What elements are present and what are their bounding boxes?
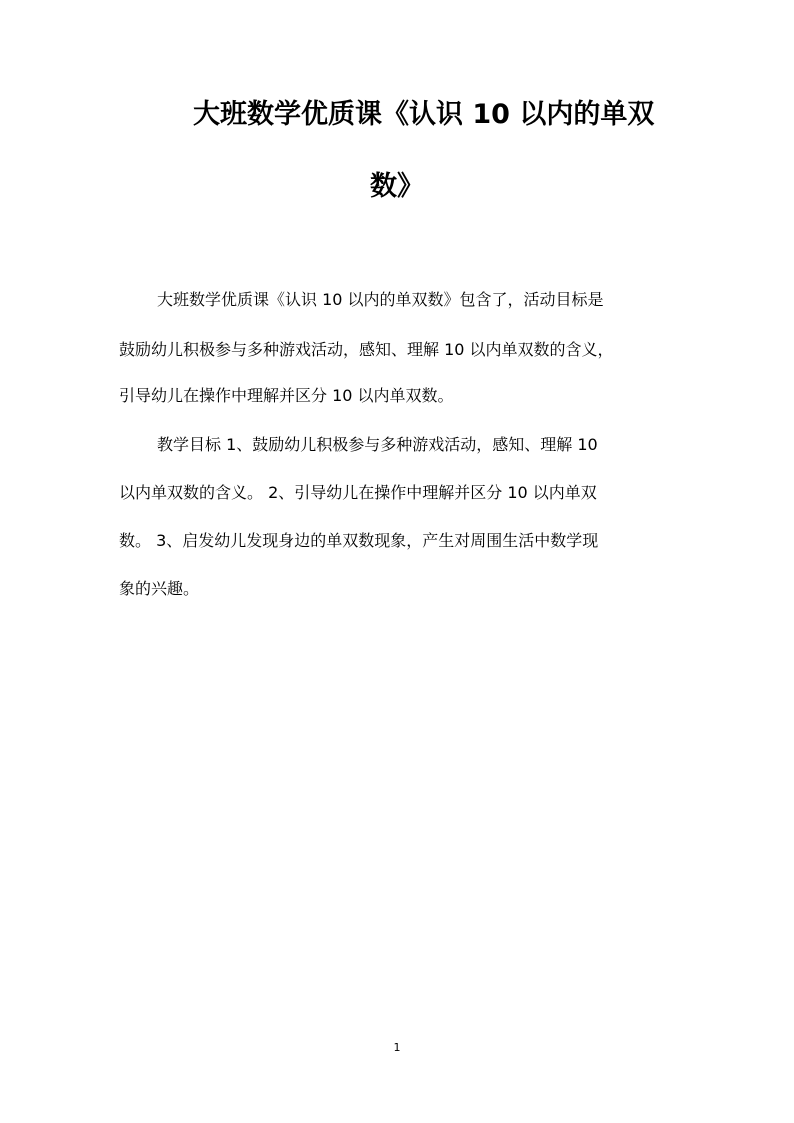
paragraph-2-line-4: 象的兴趣。 [119, 579, 200, 598]
page-number: 1 [393, 1041, 401, 1054]
document-title-line-1: 大班数学优质课《认识 10 以内的单双 [193, 99, 655, 130]
paragraph-1-line-2: 鼓励幼儿积极参与多种游戏活动，感知、理解 10 以内单双数的含义， [119, 340, 614, 359]
paragraph-1-line-3: 引导幼儿在操作中理解并区分 10 以内单双数。 [119, 386, 454, 405]
paragraph-1-line-1: 大班数学优质课《认识 10 以内的单双数》包含了，活动目标是 [157, 290, 604, 309]
document-title-line-2: 数》 [370, 171, 424, 202]
paragraph-2-line-2: 以内单双数的含义。 2、引导幼儿在操作中理解并区分 10 以内单双 [119, 483, 597, 502]
paragraph-2-line-1: 教学目标 1、鼓励幼儿积极参与多种游戏活动，感知、理解 10 [157, 435, 598, 454]
paragraph-2-line-3: 数。 3、启发幼儿发现身边的单双数现象，产生对周围生活中数学现 [119, 531, 599, 550]
